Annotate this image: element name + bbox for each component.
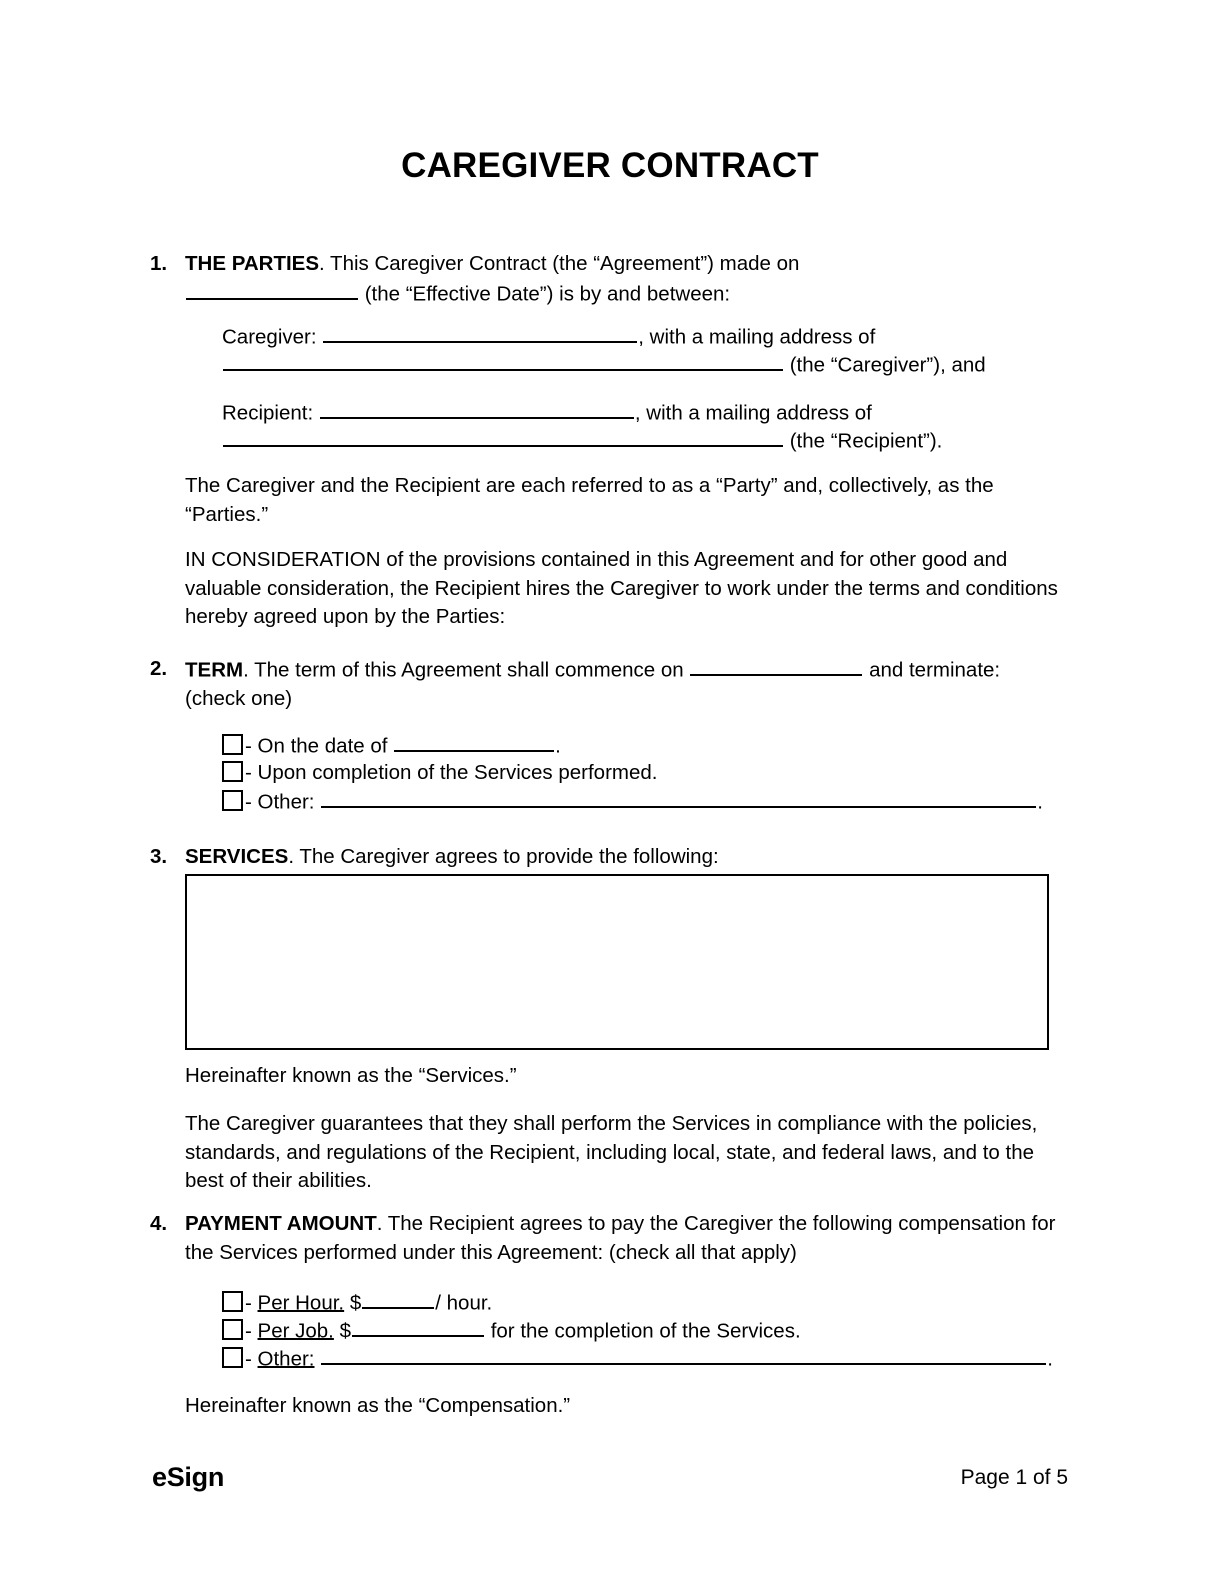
payment-per-hour-blank[interactable] xyxy=(362,1288,434,1309)
parties-intro-text: . This Caregiver Contract (the “Agreement”) made on xyxy=(319,252,800,275)
clause-body-services xyxy=(185,843,1060,872)
recipient-block xyxy=(222,398,872,428)
recipient-address-text: , with a mailing address of xyxy=(634,401,872,425)
clause-number-3: 3. xyxy=(150,845,168,868)
term-option-upon-completion[interactable] xyxy=(222,759,657,788)
parties-definition-paragraph: The Caregiver and the Recipient are each referred to as a “Party” and, collectively, as the “Parties.” xyxy=(185,474,994,526)
payment-option-1-label: Per Hour. xyxy=(257,1291,345,1315)
clause-heading-term: TERM xyxy=(185,658,244,682)
recipient-label: Recipient: xyxy=(222,401,314,425)
caregiver-block xyxy=(222,322,875,352)
checkbox-term-upon-completion[interactable] xyxy=(222,761,243,782)
payment-option-3-suffix: . xyxy=(1047,1347,1053,1371)
clause-body-the-parties xyxy=(185,250,1060,308)
payment-per-job-blank[interactable] xyxy=(352,1316,484,1337)
term-option-on-the-date[interactable] xyxy=(222,731,561,761)
clause-heading-payment-amount: PAYMENT AMOUNT xyxy=(185,1212,377,1235)
caregiver-label: Caregiver: xyxy=(222,325,317,349)
services-guarantee-paragraph: The Caregiver guarantees that they shall perform the Services in compliance with the policies, standards, and regulations of the Recipient, including local, state, and federal laws, and to the best of their abilities. xyxy=(185,1112,1038,1192)
payment-option-1-currency: $ xyxy=(349,1291,362,1315)
checkbox-payment-other[interactable] xyxy=(222,1347,243,1368)
clause-number-1: 1. xyxy=(150,252,168,275)
term-commence-date-blank[interactable] xyxy=(690,655,862,676)
consideration-rest: of the provisions contained in this Agreement and for other good and valuable consideration, the Recipient hires the Caregiver to work under the terms and conditions hereby agreed upon by the Parties: xyxy=(185,548,1058,628)
effective-date-blank[interactable] xyxy=(186,279,358,300)
term-option-2-label: Upon completion of the Services performed. xyxy=(257,761,658,784)
term-option-1-label: On the date of xyxy=(257,734,388,758)
payment-option-2-dash: - xyxy=(245,1319,252,1343)
checkbox-term-other[interactable] xyxy=(222,790,243,811)
term-option-2-dash: - xyxy=(245,761,252,784)
parties-intro-text-2: (the “Effective Date”) is by and between: xyxy=(364,281,731,305)
services-hereinafter: Hereinafter known as the “Services.” xyxy=(185,1064,517,1087)
payment-option-3-label: Other: xyxy=(257,1347,315,1371)
clause-heading-services: SERVICES xyxy=(185,845,289,868)
caregiver-name-blank[interactable] xyxy=(323,322,637,343)
checkbox-term-on-the-date[interactable] xyxy=(222,734,243,755)
payment-option-1-dash: - xyxy=(245,1291,252,1315)
recipient-name-blank[interactable] xyxy=(320,398,634,419)
clause-payment-amount xyxy=(150,1210,1060,1267)
clause-services xyxy=(150,843,1060,872)
consideration-lead: IN CONSIDERATION xyxy=(185,548,381,571)
caregiver-address-text: , with a mailing address of xyxy=(638,325,876,349)
term-option-1-suffix: . xyxy=(555,734,561,758)
esign-logo: eSign xyxy=(152,1462,225,1492)
payment-option-2-label: Per Job. xyxy=(257,1319,334,1343)
clause-body-payment-amount xyxy=(185,1210,1060,1267)
payment-other-blank[interactable] xyxy=(321,1344,1046,1365)
consideration-paragraph xyxy=(185,546,1060,632)
payment-option-1-suffix: / hour. xyxy=(435,1291,493,1315)
term-option-3-suffix: . xyxy=(1037,790,1043,814)
services-description-box[interactable] xyxy=(185,874,1049,1050)
caregiver-address-blank[interactable] xyxy=(223,350,783,371)
payment-option-per-job[interactable] xyxy=(222,1316,801,1346)
clause-term xyxy=(150,655,1060,713)
page-title: CAREGIVER CONTRACT xyxy=(401,146,819,185)
term-option-other[interactable] xyxy=(222,787,1043,817)
caregiver-suffix: (the “Caregiver”), and xyxy=(789,353,986,377)
payment-hereinafter: Hereinafter known as the “Compensation.” xyxy=(185,1394,571,1417)
checkbox-payment-per-job[interactable] xyxy=(222,1319,243,1340)
term-option-3-label: Other: xyxy=(257,790,315,814)
term-option-1-dash: - xyxy=(245,734,252,758)
recipient-address-row xyxy=(222,426,942,456)
checkbox-payment-per-hour[interactable] xyxy=(222,1291,243,1312)
payment-option-3-dash: - xyxy=(245,1347,252,1371)
recipient-suffix: (the “Recipient”). xyxy=(789,429,943,453)
clause-number-4: 4. xyxy=(150,1212,168,1235)
recipient-address-blank[interactable] xyxy=(223,426,783,447)
services-text: . The Caregiver agrees to provide the following: xyxy=(288,845,719,868)
payment-option-per-hour[interactable] xyxy=(222,1288,492,1318)
term-on-date-blank[interactable] xyxy=(394,731,554,752)
payment-option-other[interactable] xyxy=(222,1344,1053,1374)
clause-heading-the-parties: THE PARTIES xyxy=(185,252,320,275)
payment-text: . The Recipient agrees to pay the Caregiver the following compensation for the Services performed under this Agreement: (check all that apply) xyxy=(185,1212,1056,1264)
payment-option-2-suffix: for the completion of the Services. xyxy=(490,1319,801,1343)
term-other-blank[interactable] xyxy=(321,787,1036,808)
payment-option-2-currency: $ xyxy=(339,1319,351,1343)
term-text-before: . The term of this Agreement shall commence on xyxy=(243,658,684,682)
term-text-after: and terminate: (check one) xyxy=(185,658,1001,710)
page-number: Page 1 of 5 xyxy=(960,1466,1068,1489)
term-option-3-dash: - xyxy=(245,790,252,814)
clause-number-2: 2. xyxy=(150,657,168,680)
clause-the-parties xyxy=(150,250,1060,308)
clause-body-term xyxy=(185,655,1060,713)
caregiver-address-row xyxy=(222,350,986,380)
